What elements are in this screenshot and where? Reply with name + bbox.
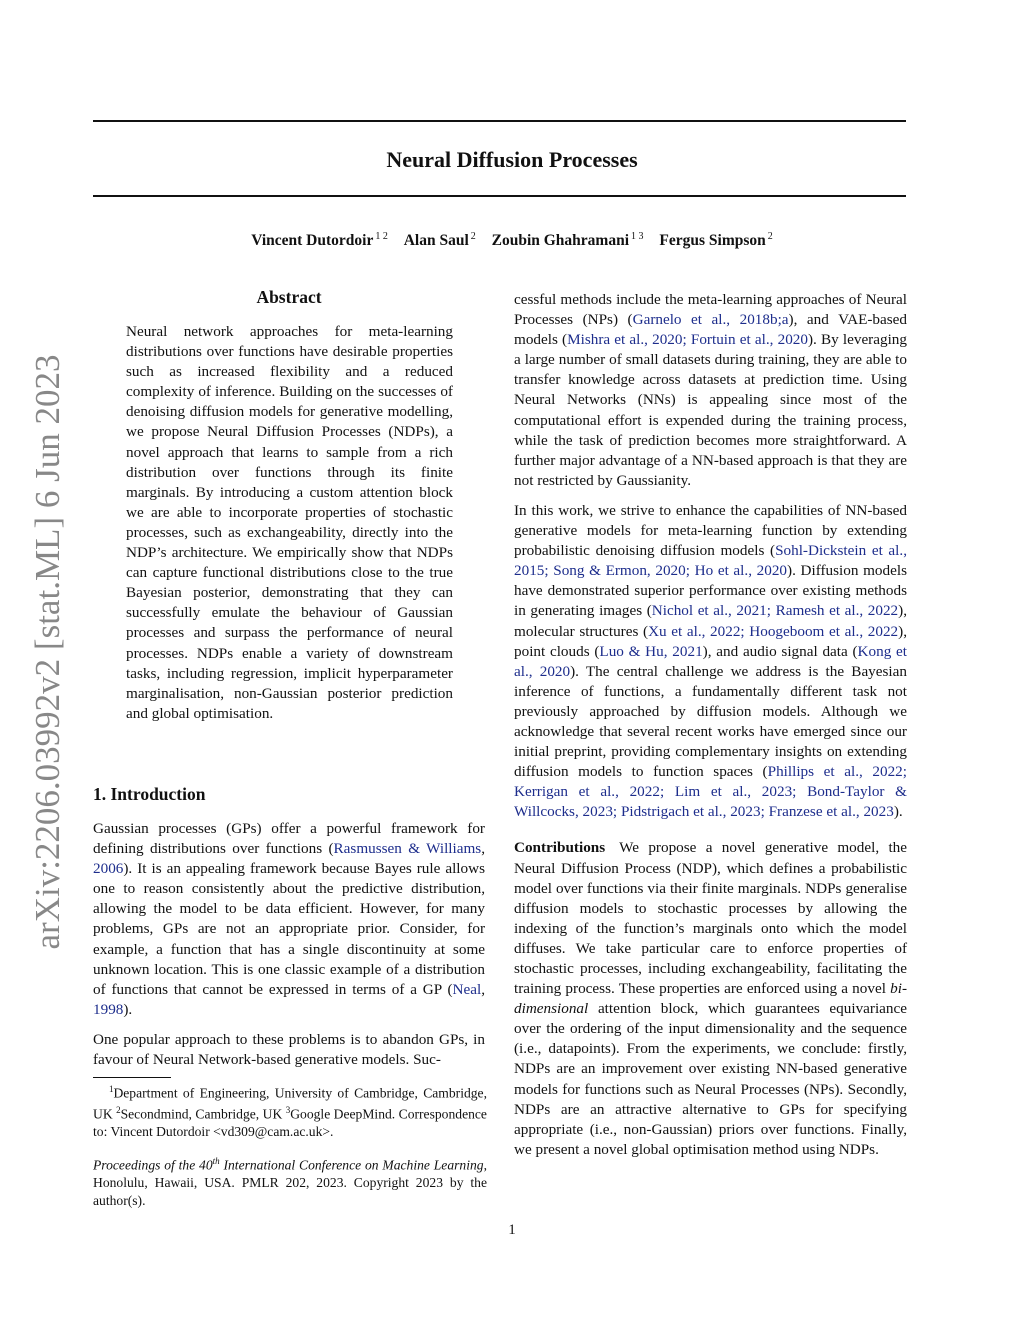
text-run: In this work, we strive to enhance the capabilities of NN-based generative models for meta-learning function by extending probabilistic denoising diffusion models ( [514,501,907,560]
author-affiliation: 1 3 [631,231,644,242]
paper-title: Neural Diffusion Processes [386,147,638,172]
text-run: Department of Engineering, University of Cambridge, Cambridge, UK [93,1085,487,1122]
text-run: International Conference on Machine Learning [219,1157,484,1173]
footnote-mark: 3 [285,1105,291,1116]
author [659,232,772,249]
author [251,232,388,249]
author-affiliation: 1 2 [375,231,388,242]
citation-link[interactable]: Nichol et al., 2021; Ramesh et al., 2022 [651,602,899,620]
text-run: Google DeepMind. Correspondence to: Vincent Dutordoir <vd309@cam.ac.uk>. [93,1106,487,1140]
text-run: , Honolulu, Hawaii, USA. PMLR 202, 2023. Copyright 2023 by the author(s). [93,1157,487,1209]
text-run: Secondmind, Cambridge, UK [120,1106,286,1122]
citation-link[interactable]: 1998 [93,1000,124,1018]
introduction-text [93,819,485,1080]
footnote-rule [93,1077,171,1078]
text-run: ), and audio signal data ( [702,642,858,660]
author-affiliation: 2 [470,231,476,242]
author-name: Zoubin Ghahramani [491,232,630,249]
footnote-mark: 1 [108,1084,114,1094]
text-run: cessful methods include the meta-learning approaches of Neural Processes (NPs) ( [514,291,907,329]
text-run: ). Diffusion models have demonstrated superior performance over existing methods in generating images ( [514,562,907,620]
text-run: ), molecular structures ( [514,602,908,640]
text-run: bi-dimensional [514,980,907,1018]
author-affiliation: 2 [767,231,773,242]
citation-link[interactable]: Neal [452,980,482,998]
text-run: attention block, which guarantees equivariance over the ordering of the input dimensionality and the sequence (i.e., datapoints). From the experiments, we conclude: firstly, NDPs are an improvement over existing NN-based generative models for functions such as Neural Processes (NPs). Secondly, NDPs are an attractive alternative to GPs for specifying appropriate (i.e., non-Gaussian) priors over functions. Finally, we present a novel global optimisation method using NDPs. [514,1000,907,1158]
paragraph: One popular approach to these problems is to abandon GPs, in favour of Neural Network-based generative models. Suc- [93,1030,485,1069]
author-list [0,231,1024,250]
right-column-text [514,290,907,1170]
paragraph [514,838,907,1160]
paragraph [93,819,485,1020]
text-run: ). The central challenge we address is the Bayesian inference of functions, a fundamentally different task not previously approached by diffusion models. Although we acknowledge that several recent works have emerged since our initial preprint, providing complementary insights on extending diffusion models to function spaces ( [514,662,907,781]
footnote-mark: 2 [116,1105,121,1116]
text-run: ). [123,1000,133,1018]
run-in-heading-contributions: Contributions [514,839,606,857]
page-number: 1 [508,1222,516,1238]
footnotes [93,1081,487,1222]
citation-link[interactable]: Sohl-Dickstein et al., 2015; Song & Ermon, 2020; Ho et al., 2020 [514,542,907,580]
proceedings-note [93,1153,487,1210]
text-run: , [481,980,485,998]
author [492,232,644,249]
paragraph [514,501,907,823]
section-heading-introduction: 1. Introduction [93,784,206,804]
citation-link[interactable]: Kong et al., 2020 [514,642,907,680]
author-name: Vincent Dutordoir [251,232,374,249]
text-run: Gaussian processes (GPs) offer a powerful framework for defining distributions over functions ( [93,820,485,858]
citation-link[interactable]: Xu et al., 2022; Hoogeboom et al., 2022 [648,622,899,640]
citation-link[interactable]: Mishra et al., 2020; Fortuin et al., 2020 [567,331,808,349]
author-name: Fergus Simpson [659,232,766,249]
text-run: We propose a novel generative model, the Neural Diffusion Process (NDP), which defines a probabilistic model over functions via their finite marginals. NDPs generalise diffusion models to stochastic processes by allowing the indexing of the function’s marginals onto which the model diffuses. We take particular care to enforce properties of stochastic processes, including exchangeability, facilitating the training process. These properties are enforced using a novel [514,839,907,998]
affiliation-footnote [93,1081,487,1141]
abstract-text [126,322,453,734]
text-run: th [212,1156,220,1167]
citation-link[interactable]: Rasmussen & Williams [333,840,482,858]
author-name: Alan Saul [403,232,469,249]
text-run: ). By leveraging a large number of small datasets during training, they are able to transfer knowledge across datasets at prediction time. Using Neural Networks (NNs) is appealing since most of the computational effort is expended during the training process, while the task of prediction becomes more straightforward. A further major advantage of a NN-based approach is that they are not restricted by Gaussianity. [514,331,907,489]
top-rule [93,120,906,122]
abstract-heading: Abstract [256,287,322,307]
abstract-paragraph: Neural network approaches for meta-learning distributions over functions have desirable properties such as increased flexibility and a reduced complexity of inference. Building on the successes of denoising diffusion models for generative modelling, we propose Neural Diffusion Processes (NDPs), a novel approach that learns to sample from a rich distribution over functions through its finite marginals. By introducing a custom attention block we are able to incorporate properties of stochastic processes, such as exchangeability, directly into the NDP’s architecture. We empirically show that NDPs can capture functional distributions close to the true Bayesian posterior, demonstrating that they can successfully emulate the behaviour of Gaussian processes and surpass the performance of neural processes. NDPs enable a variety of downstream tasks, including regression, implicit hyperparameter marginalisation, non-Gaussian posterior prediction and global optimisation. [126,323,453,722]
author [404,232,476,249]
text-run: , [481,840,486,858]
text-run: Proceedings of the 40 [93,1157,213,1173]
text-run: ). It is an appealing framework because Bayes rule allows one to reason consistently about the predictive distribution, allowing the model to be data efficient. However, for many problems, GPs are not an appropriate prior. Consider, for example, a function that has a single discontinuity at some unknown location. This is one classic example of a distribution of functions that cannot be expressed in terms of a GP ( [93,860,485,998]
text-run: ). [893,803,903,821]
citation-link[interactable]: Garnelo et al., 2018b;a [632,311,789,329]
title-bottom-rule [93,195,906,197]
paragraph [514,290,907,491]
arxiv-stamp: arXiv:2206.03992v2 [stat.ML] 6 Jun 2023 [28,354,67,950]
citation-link[interactable]: 2006 [93,860,124,878]
citation-link[interactable]: Phillips et al., 2022; Kerrigan et al., 2022; Lim et al., 2023; Bond-Taylor & Willcocks, 2023; Pidstrigach et al., 2023; Franzese et al., 2023 [514,763,907,821]
citation-link[interactable]: Luo & Hu, 2021 [599,642,703,660]
text-run: ), and VAE-based models ( [514,311,907,349]
text-run: ), point clouds ( [514,622,907,660]
